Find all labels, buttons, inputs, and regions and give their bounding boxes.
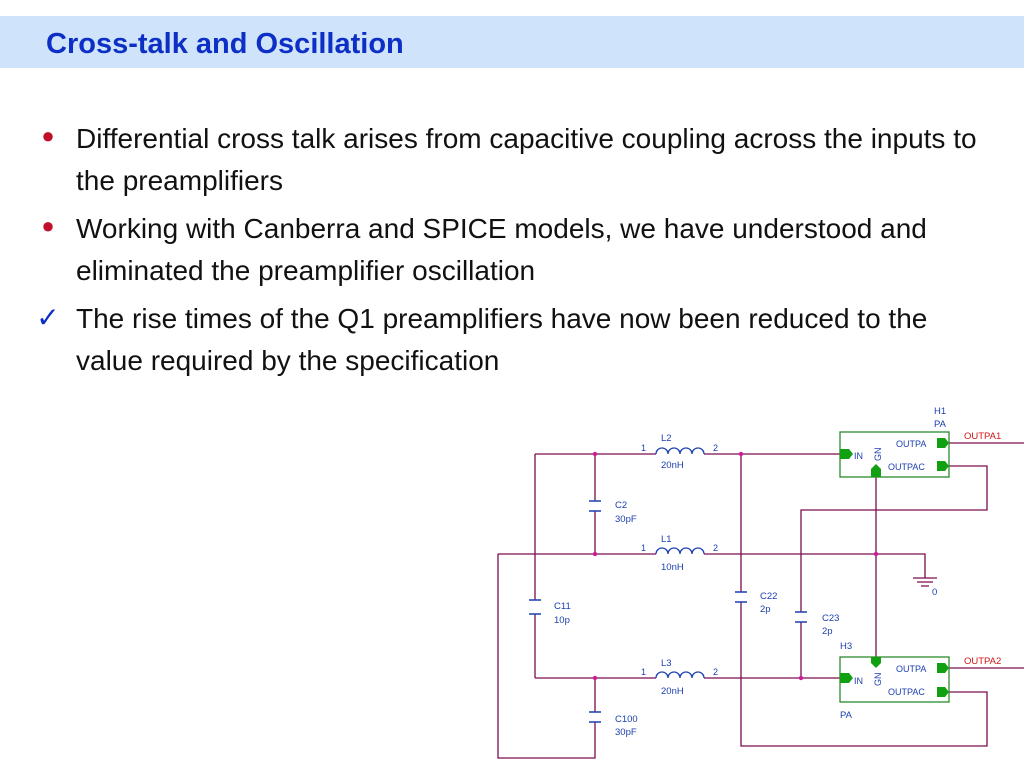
svg-text:0: 0	[932, 587, 938, 598]
svg-text:PA: PA	[840, 710, 852, 721]
svg-text:C23: C23	[822, 613, 840, 624]
svg-text:OUTPAC: OUTPAC	[888, 687, 925, 697]
svg-text:GN: GN	[873, 447, 883, 461]
inductor-l2	[641, 433, 718, 471]
svg-text:20nH: 20nH	[661, 460, 684, 471]
bullet-dot-icon: ●	[41, 213, 55, 238]
capacitor-c100	[589, 712, 638, 738]
bullet-text: Working with Canberra and SPICE models, we have understood and eliminated the preamplifier oscillation	[76, 213, 927, 286]
svg-text:L3: L3	[661, 658, 672, 669]
svg-text:GN: GN	[873, 672, 883, 686]
checkmark-icon: ✓	[36, 302, 60, 333]
preamp-h3	[840, 641, 1001, 721]
svg-text:C100: C100	[615, 714, 638, 725]
bullet-text: The rise times of the Q1 preamplifiers have now been reduced to the value required by the specification	[76, 303, 928, 376]
svg-text:PA: PA	[934, 419, 946, 430]
svg-text:IN: IN	[854, 451, 863, 461]
svg-text:1: 1	[641, 543, 647, 553]
junction-dots	[593, 452, 878, 680]
svg-text:H3: H3	[840, 641, 853, 652]
svg-text:OUTPA1: OUTPA1	[964, 431, 1002, 442]
capacitor-c23	[795, 612, 839, 637]
svg-text:2: 2	[713, 443, 719, 453]
svg-text:OUTPA2: OUTPA2	[964, 656, 1002, 667]
svg-text:IN: IN	[854, 676, 863, 686]
svg-text:1: 1	[641, 667, 647, 677]
svg-text:20nH: 20nH	[661, 686, 684, 697]
svg-text:C11: C11	[554, 601, 571, 612]
svg-text:L1: L1	[661, 534, 672, 545]
svg-text:OUTPA: OUTPA	[896, 439, 927, 449]
svg-text:OUTPA: OUTPA	[896, 664, 927, 674]
svg-text:C22: C22	[760, 591, 778, 602]
bullet-dot-icon: ●	[41, 123, 55, 148]
svg-text:2: 2	[713, 543, 719, 553]
svg-text:10nH: 10nH	[661, 562, 684, 573]
slide-title: Cross-talk and Oscillation	[46, 28, 404, 60]
svg-text:OUTPAC: OUTPAC	[888, 462, 925, 472]
bullet-text: Differential cross talk arises from capacitive coupling across the inputs to the preamplifiers	[76, 123, 977, 196]
svg-text:1: 1	[641, 443, 647, 453]
svg-text:10p: 10p	[554, 615, 570, 626]
svg-text:C2: C2	[615, 500, 628, 511]
svg-text:2p: 2p	[822, 626, 833, 637]
svg-text:30pF: 30pF	[615, 514, 637, 525]
svg-text:L2: L2	[661, 433, 672, 444]
svg-text:2: 2	[713, 667, 719, 677]
capacitor-c2	[589, 500, 637, 525]
svg-text:30pF: 30pF	[615, 727, 637, 738]
ground-icon	[913, 578, 937, 598]
svg-text:H1: H1	[934, 406, 947, 417]
svg-text:2p: 2p	[760, 604, 771, 615]
